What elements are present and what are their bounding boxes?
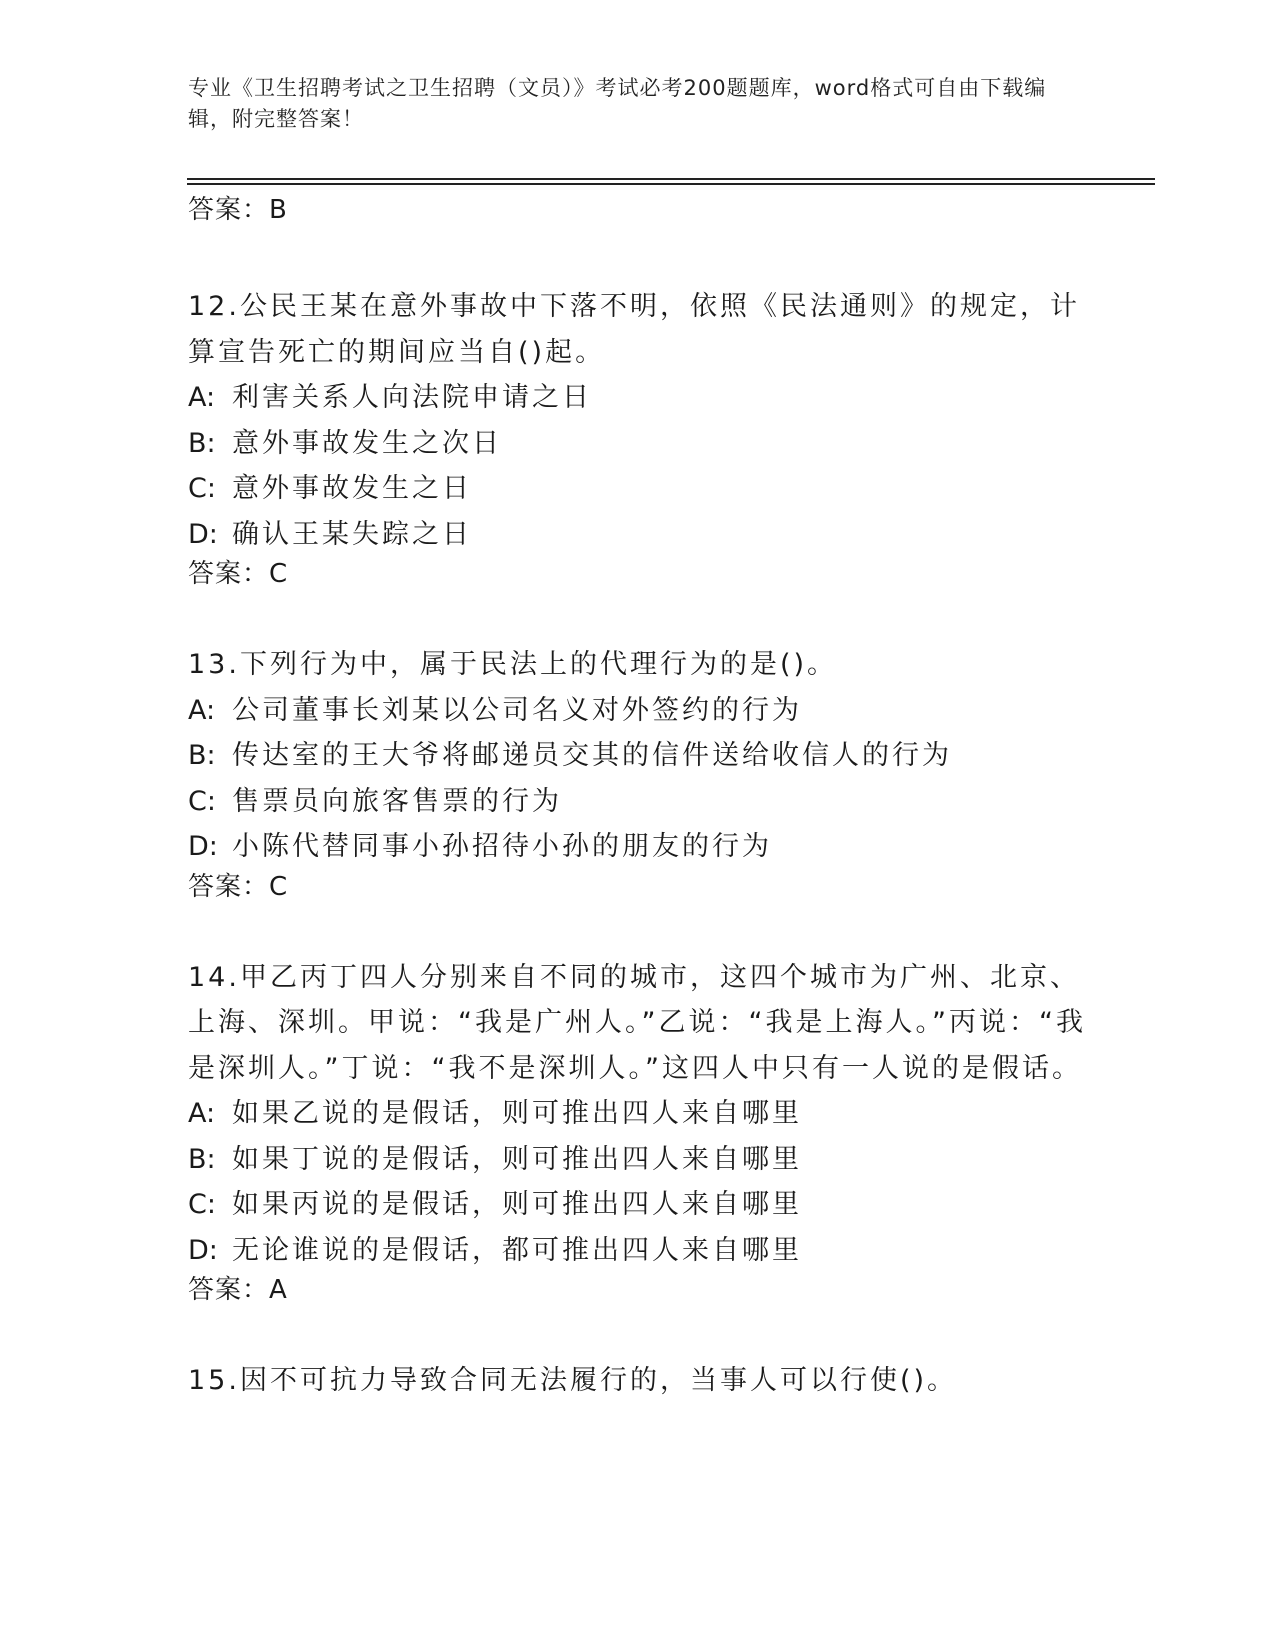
option-letter: D:: [188, 1234, 218, 1266]
option-b: [188, 421, 1088, 467]
document-header: 专业《卫生招聘考试之卫生招聘（文员）》考试必考200题题库，word格式可自由下载编辑，附完整答案！: [188, 76, 1047, 131]
question-14: [188, 955, 1088, 1308]
question-13: [188, 642, 1088, 904]
option-text: 如果乙说的是假话，则可推出四人来自哪里: [232, 1098, 802, 1129]
question-text: 15.因不可抗力导致合同无法履行的，当事人可以行使()。: [188, 1365, 958, 1396]
option-text: 如果丙说的是假话，则可推出四人来自哪里: [232, 1189, 802, 1220]
option-text: 无论谁说的是假话，都可推出四人来自哪里: [232, 1234, 802, 1266]
option-text: 小陈代替同事小孙招待小孙的朋友的行为: [232, 831, 772, 862]
option-letter: C:: [188, 785, 216, 817]
option-text: 意外事故发生之日: [232, 473, 472, 504]
option-letter: A:: [188, 1098, 216, 1129]
option-letter: C:: [188, 473, 216, 504]
question-text: 13.下列行为中，属于民法上的代理行为的是()。: [188, 649, 838, 680]
option-b: [188, 1137, 1088, 1183]
option-letter: B:: [188, 740, 216, 771]
option-text: 确认王某失踪之日: [232, 518, 472, 550]
option-letter: D:: [188, 831, 218, 862]
option-text: 如果丁说的是假话，则可推出四人来自哪里: [232, 1143, 802, 1175]
option-a: [188, 375, 1088, 421]
option-text: 利害关系人向法院申请之日: [232, 382, 592, 413]
question-answer: 答案：C: [188, 559, 289, 589]
question-12: [188, 284, 1088, 591]
option-letter: B:: [188, 427, 216, 459]
option-d: [188, 512, 1088, 558]
question-15: [188, 1358, 1088, 1404]
option-d: [188, 1228, 1088, 1274]
question-answer: 答案：A: [188, 1275, 288, 1305]
option-text: 意外事故发生之次日: [232, 427, 502, 459]
option-text: 公司董事长刘某以公司名义对外签约的行为: [232, 694, 802, 726]
option-a: [188, 1091, 1088, 1137]
option-c: [188, 779, 1088, 825]
question-list: [188, 193, 1088, 1404]
option-letter: A:: [188, 694, 216, 726]
option-letter: B:: [188, 1143, 216, 1175]
option-letter: A:: [188, 382, 216, 413]
question-answer: 答案：C: [188, 871, 289, 902]
option-text: 售票员向旅客售票的行为: [232, 785, 562, 817]
option-letter: D:: [188, 518, 218, 550]
option-d: [188, 824, 1088, 870]
header-rule-bottom: [187, 183, 1155, 185]
header-rule-top: [187, 178, 1155, 180]
option-c: [188, 1182, 1088, 1228]
question-text: 12.公民王某在意外事故中下落不明，依照《民法通则》的规定，计算宣告死亡的期间应当自()起。: [188, 291, 1080, 368]
previous-answer: 答案：B: [188, 195, 288, 225]
option-c: [188, 466, 1088, 512]
option-text: 传达室的王大爷将邮递员交其的信件送给收信人的行为: [232, 740, 952, 771]
option-a: [188, 688, 1088, 734]
option-letter: C:: [188, 1189, 216, 1220]
question-text: 14.甲乙丙丁四人分别来自不同的城市，这四个城市为广州、北京、上海、深圳。甲说：“我是广州人。”乙说：“我是上海人。”丙说：“我是深圳人。”丁说：“我不是深圳人。”这四人中只有一人说的是假话。: [188, 961, 1086, 1084]
option-b: [188, 733, 1088, 779]
